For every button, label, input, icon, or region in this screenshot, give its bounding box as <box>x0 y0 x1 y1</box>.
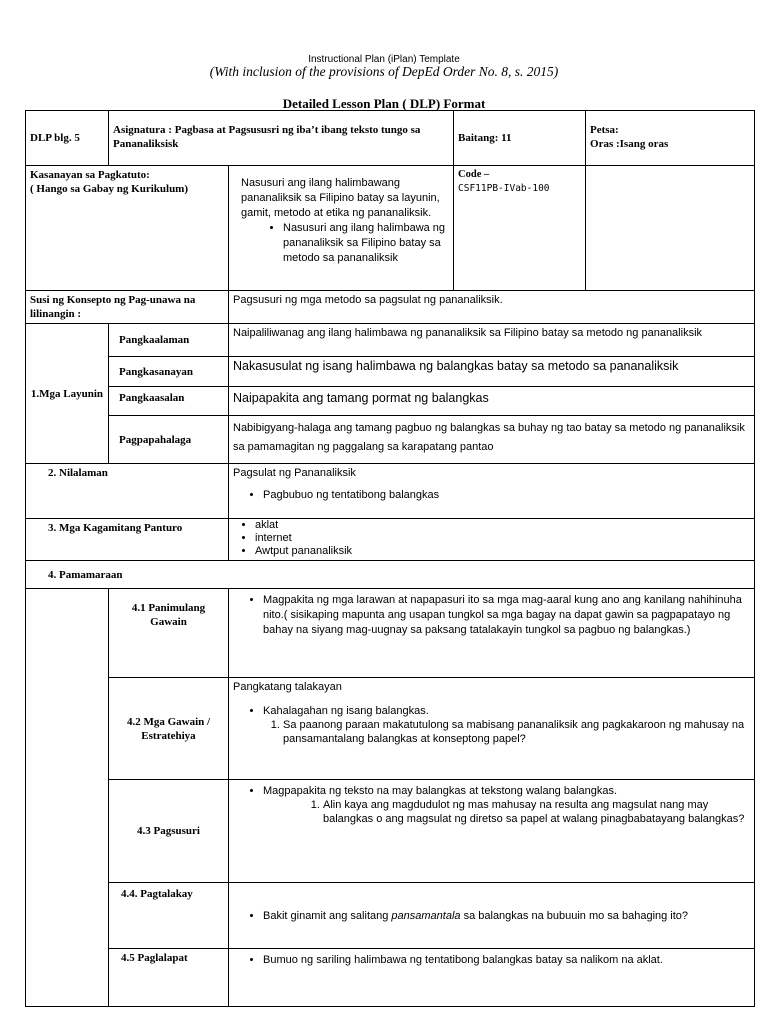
template-subtitle: (With inclusion of the provisions of DepEd Order No. 8, s. 2015) <box>209 64 559 79</box>
pamamaraan-row <box>26 561 755 589</box>
nilalaman-row <box>26 464 755 519</box>
step-label: 4.4. Pagtalakay <box>109 883 229 949</box>
step-list <box>233 909 750 923</box>
step-bullet-text: sa balangkas na bubuuin mo sa bahaging ito? <box>460 909 689 922</box>
layunin-objective: Naipapakita ang tamang pormat ng balangkas <box>229 387 755 416</box>
kasanayan-list <box>233 221 449 266</box>
step-41-row <box>26 589 755 678</box>
format-title: Detailed Lesson Plan ( DLP) Format <box>282 96 486 111</box>
step-list <box>233 953 750 967</box>
layunin-category: Pangkasanayan <box>109 357 229 387</box>
kagamitan-row <box>26 519 755 561</box>
layunin-category: Pangkaasalan <box>109 387 229 416</box>
step-content <box>229 678 755 780</box>
kasanayan-label-cell <box>26 166 229 291</box>
layunin-row-1 <box>26 324 755 357</box>
susi-text: Pagsusuri ng mga metodo sa pagsulat ng pananaliksik. <box>229 291 755 324</box>
step-list <box>233 784 750 798</box>
step-bullet: • Magpapakita ng teksto na may balangkas at tekstong walang balangkas. <box>263 784 750 798</box>
kagamitan-content <box>229 519 755 561</box>
kagamitan-item: • internet <box>255 532 750 545</box>
code-cell <box>454 166 586 291</box>
step-content <box>229 780 755 883</box>
kagamitan-list <box>233 519 750 558</box>
step-content <box>229 883 755 949</box>
step-numbered-list <box>233 798 750 826</box>
info-row <box>26 111 755 166</box>
layunin-row-4 <box>26 416 755 464</box>
step-heading: Pangkatang talakayan <box>233 681 342 693</box>
pamamaraan-label: 4. Pamamaraan <box>26 561 755 589</box>
pamamaraan-indent <box>26 589 109 1007</box>
baitang: Baitang: 11 <box>454 111 586 166</box>
step-bullet: • Kahalagahan ng isang balangkas. <box>263 704 750 718</box>
kagamitan-item: • Awtput pananaliksik <box>255 545 750 558</box>
step-label: 4.5 Paglalapat <box>109 949 229 1007</box>
code-label: Code – <box>458 169 490 180</box>
step-bullet: • Bumuo ng sariling halimbawa ng tentatibong balangkas batay sa nalikom na aklat. <box>263 953 750 967</box>
layunin-objective: Naipaliliwanag ang ilang halimbawa ng pananaliksik sa Filipino batay sa metodo ng pananaliksik <box>229 324 755 357</box>
kagamitan-label: 3. Mga Kagamitang Panturo <box>26 519 229 561</box>
step-44-row <box>26 883 755 949</box>
step-45-row <box>26 949 755 1007</box>
step-content <box>229 949 755 1007</box>
step-label: 4.3 Pagsusuri <box>109 780 229 883</box>
layunin-row-2 <box>26 357 755 387</box>
template-title: Instructional Plan (iPlan) Template <box>308 54 460 65</box>
lesson-plan-table <box>25 110 755 1007</box>
layunin-row-3 <box>26 387 755 416</box>
petsa: Petsa: <box>590 124 619 136</box>
kasanayan-label: Kasanayan sa Pagkatuto: <box>30 169 150 181</box>
emphasized-word: pansamantala <box>391 909 461 922</box>
layunin-objective: Nabibigyang-halaga ang tamang pagbuo ng balangkas sa buhay ng tao batay sa metodo ng pananaliksik sa pamamagitan ng paggalang sa karapatang pantao <box>229 416 755 464</box>
kasanayan-blank <box>586 166 755 291</box>
kasanayan-content <box>229 166 454 291</box>
nilalaman-list <box>233 488 750 502</box>
kagamitan-item: • aklat <box>255 519 750 532</box>
kasanayan-bullet: • Nasusuri ang ilang halimbawa ng pananaliksik sa Filipino batay sa metodo sa pananaliksik <box>283 221 449 266</box>
kasanayan-sublabel: ( Hango sa Gabay ng Kurikulum) <box>30 183 189 195</box>
nilalaman-label: 2. Nilalaman <box>26 464 229 519</box>
step-bullet-text: Bakit ginamit ang salitang <box>263 909 392 922</box>
step-question: 1. Alin kaya ang magdudulot ng mas mahusay na resulta ang magsulat nang may balangkas o ang magsulat ng diretso sa papel at walang pinagbabatayang balangkas? <box>323 798 750 826</box>
step-bullet: • Magpakita ng mga larawan at napapasuri ito sa mga mag-aaral kung ano ang kanilang nahihinuha nito.( sisikaping mapunta ang usapan tungkol sa mga bagay na dapat gawin sa pagpapatayo ng bahay na siyang mag-uugnay sa paksang tatalakayin tungkol sa pagbuo ng balangkas.) <box>263 593 750 638</box>
step-list <box>233 593 750 638</box>
step-label: 4.2 Mga Gawain / Estratehiya <box>109 678 229 780</box>
code-value: CSF11PB-IVab-100 <box>458 183 550 194</box>
step-42-row <box>26 678 755 780</box>
step-list <box>233 704 750 718</box>
susi-row <box>26 291 755 324</box>
dlp-number: DLP blg. 5 <box>26 111 109 166</box>
layunin-label: 1.Mga Layunin <box>26 324 109 464</box>
nilalaman-content <box>229 464 755 519</box>
layunin-objective: Nakasusulat ng isang halimbawa ng balangkas batay sa metodo sa pananaliksik <box>229 357 755 387</box>
nilalaman-text: Pagsulat ng Pananaliksik <box>233 467 356 479</box>
step-label: 4.1 Panimulang Gawain <box>109 589 229 678</box>
kasanayan-text: Nasusuri ang ilang halimbawang pananaliksik sa Filipino batay sa layunin, gamit, metodo at etika ng pananaliksik. <box>241 177 440 219</box>
step-bullet <box>263 909 750 923</box>
oras: Oras :Isang oras <box>590 138 669 150</box>
susi-label: Susi ng Konsepto ng Pag-unawa na lilinangin : <box>26 291 229 324</box>
kasanayan-row <box>26 166 755 291</box>
step-question: 1. Sa paanong paraan makatutulong sa mabisang pananaliksik ang pagkakaroon ng mahusay na pansamantalang balangkas at konseptong papel? <box>283 718 750 746</box>
petsa-oras-cell <box>586 111 755 166</box>
asignatura: Asignatura : Pagbasa at Pagsususri ng iba’t ibang teksto tungo sa Pananaliksisk <box>109 111 454 166</box>
step-content <box>229 589 755 678</box>
step-numbered-list <box>233 718 750 746</box>
nilalaman-bullet: • Pagbubuo ng tentatibong balangkas <box>263 488 750 502</box>
layunin-category: Pagpapahalaga <box>109 416 229 464</box>
step-43-row <box>26 780 755 883</box>
layunin-category: Pangkaalaman <box>109 324 229 357</box>
